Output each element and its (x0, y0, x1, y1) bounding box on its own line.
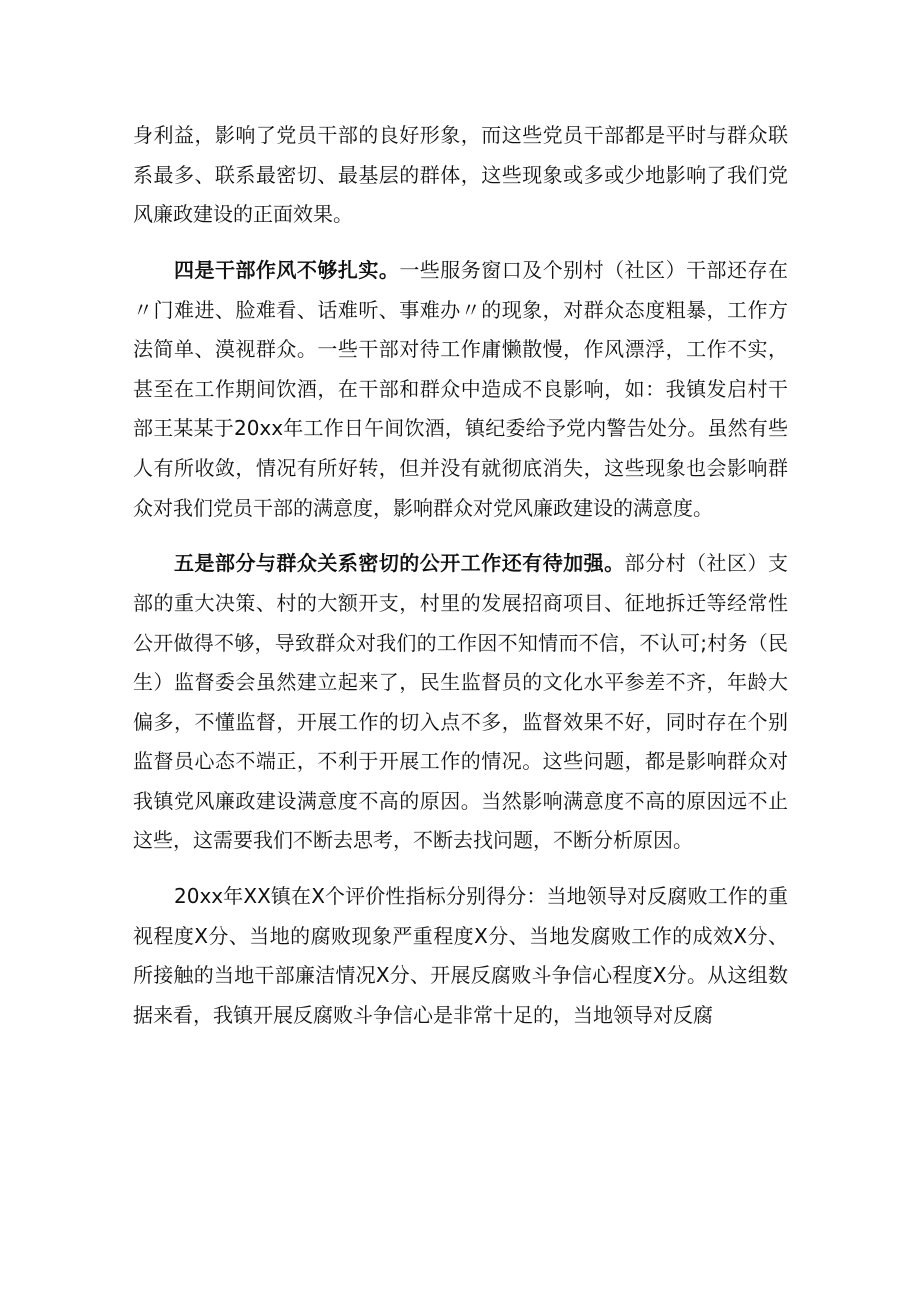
paragraph-text: 身利益，影响了党员干部的良好形象，而这些党员干部都是平时与群众联系最多、联系最密切、最基层的群体，这些现象或多或少地影响了我们党风廉政建设的正面效果。 (133, 123, 788, 227)
document-page (133, 116, 788, 1052)
paragraph-continuation (133, 116, 788, 235)
paragraph-text: 部分村（社区）支部的重大决策、村的大额开支，村里的发展招商项目、征地拆迁等经常性公开做得不够，导致群众对我们的工作因不知情而不信，不认可;村务（民生）监督委会虽然建立起来了，民生监督员的文化水平参差不齐，年龄大偏多，不懂监督，开展工作的切入点不多，监督效果不好，同时存在个别监督员心态不端正，不利于开展工作的情况。这些问题，都是影响群众对我镇党风廉政建设满意度不高的原因。当然影响满意度不高的原因远不止这些，这需要我们不断去思考，不断去找问题，不断分析原因。 (133, 551, 789, 853)
paragraph-cadre-style (133, 251, 788, 528)
paragraph-text: 一些服务窗口及个别村（社区）干部还存在〃门难进、脸难看、话难听、事难办〃的现象，对群众态度粗暴，工作方法简单、漠视群众。一些干部对待工作庸懒散慢，作风漂浮，工作不实，甚至在工作期间饮酒，在干部和群众中造成不良影响，如：我镇发启村干部王某某于20xx年工作日午间饮酒，镇纪委给予党内警告处分。虽然有些人有所收敛，情况有所好转，但并没有就彻底消失，这些现象也会影响群众对我们党员干部的满意度，影响群众对党风廉政建设的满意度。 (133, 257, 789, 520)
paragraph-heading: 五是部分与群众关系密切的公开工作还有待加强。 (174, 551, 625, 576)
paragraph-heading: 四是干部作风不够扎实。 (174, 257, 400, 282)
paragraph-indicator-scores (133, 877, 788, 1035)
paragraph-public-work (133, 544, 788, 861)
paragraph-text: 20xx年XX镇在X个评价性指标分别得分：当地领导对反腐败工作的重视程度X分、当地的腐败现象严重程度X分、当地发腐败工作的成效X分、所接触的当地干部廉洁情况X分、开展反腐败斗争信心程度X分。从这组数据来看，我镇开展反腐败斗争信心是非常十足的，当地领导对反腐 (133, 884, 788, 1028)
